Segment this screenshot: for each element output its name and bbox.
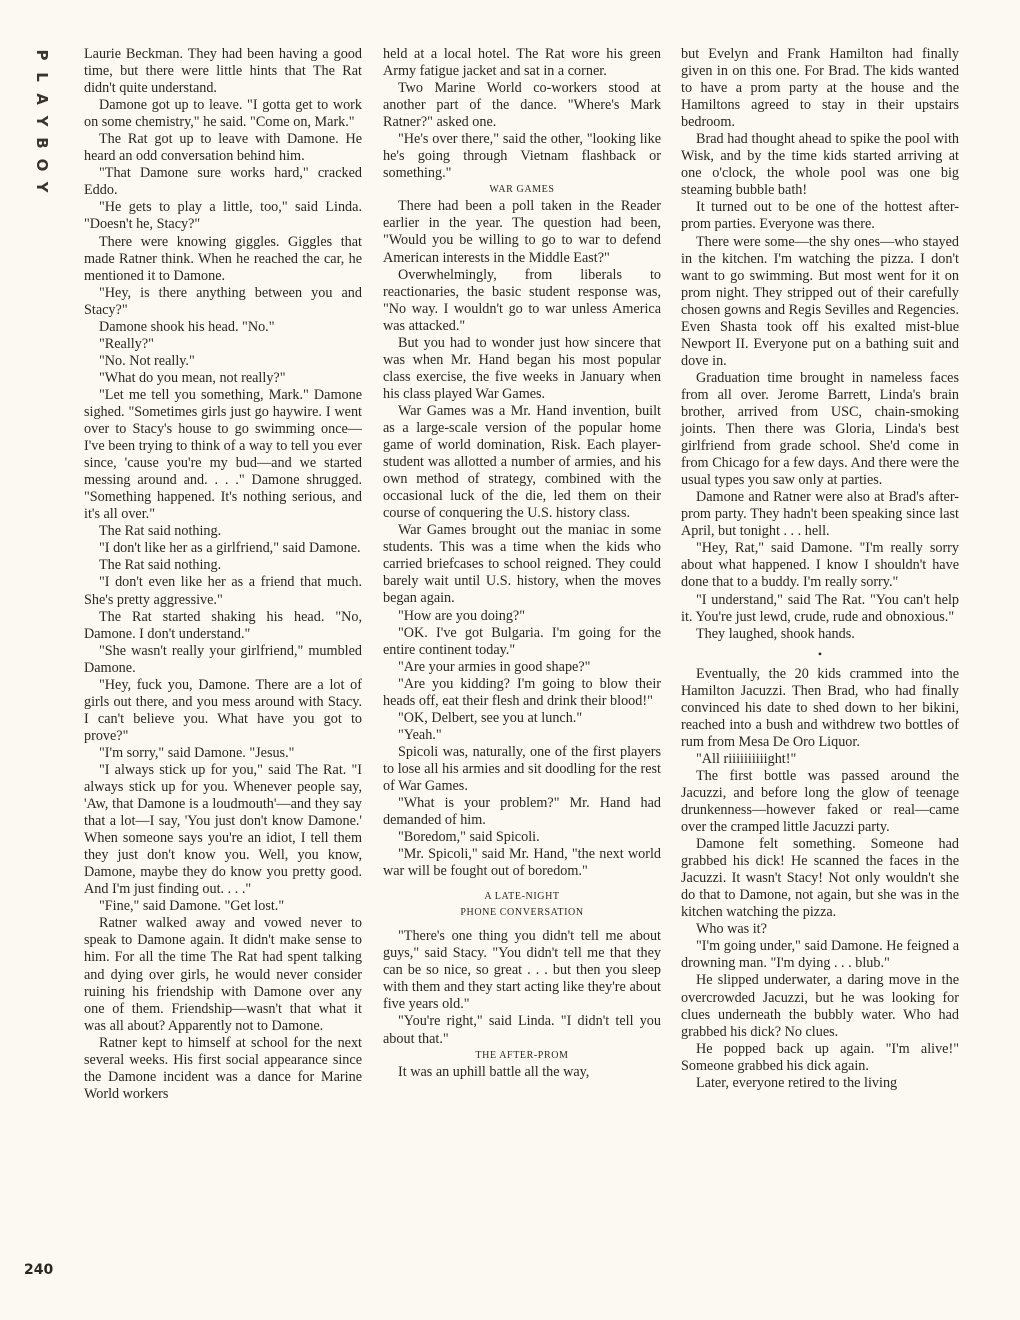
paragraph: "Let me tell you something, Mark." Damone sighed. "Sometimes girls just go haywire. I went over to Stacy's house to go swimming once—I've been trying to think of a way to tell you ever since, 'cause you're my bud—and we started messing around and. . . ." Damone shrugged. "Something happened. It's nothing serious, and it's all over." [84, 386, 362, 523]
paragraph: The Rat got up to leave with Damone. He heard an odd conversation behind him. [84, 131, 362, 165]
paragraph: "What is your problem?" Mr. Hand had demanded of him. [383, 795, 661, 829]
paragraph: Damone got up to leave. "I gotta get to work on some chemistry," he said. "Come on, Mark." [84, 97, 362, 131]
paragraph: "No. Not really." [99, 352, 195, 369]
paragraph: "All riiiiiiiiiight!" [696, 750, 797, 767]
section-heading-line: A LATE-NIGHT [484, 891, 560, 903]
sidebar-letter: Y [33, 181, 51, 193]
paragraph: Damone and Ratner were also at Brad's after-prom party. They hadn't been speaking since last April, but tonight . . . hell. [681, 489, 959, 540]
paragraph: Laurie Beckman. They had been having a good time, but there were little hints that The Rat didn't quite understand. [84, 46, 362, 97]
paragraph: "What do you mean, not really?" [99, 369, 286, 386]
paragraph: Spicoli was, naturally, one of the first players to lose all his armies and sit doodling for the rest of War Games. [383, 743, 661, 794]
paragraph: Two Marine World co-workers stood at another part of the dance. "Where's Mark Ratner?" asked one. [383, 80, 661, 131]
paragraph: Overwhelmingly, from liberals to reactionaries, the basic student response was, "No way. I wouldn't go to war unless America was attacked." [383, 266, 661, 334]
paragraph: The Rat said nothing. [99, 523, 222, 540]
paragraph: "Are you kidding? I'm going to blow their heads off, eat their flesh and drink their blood!" [383, 675, 661, 709]
paragraph: Damone felt something. Someone had grabbed his dick! He scanned the faces in the Jacuzzi. It wasn't Stacy! Not only wouldn't she do that to Damone, not again, but she was in the kitchen watching the pizza. [681, 836, 959, 921]
paragraph: War Games brought out the maniac in some students. This was a time when the kids who carried briefcases to school reigned. They could barely wait until U.S. history, when the moves began again. [383, 522, 661, 607]
paragraph: They laughed, shook hands. [696, 625, 855, 642]
paragraph: "She wasn't really your girlfriend," mumbled Damone. [84, 642, 362, 676]
section-heading-after-prom: THE AFTER-PROM [475, 1049, 569, 1061]
paragraph: Ratner kept to himself at school for the next several weeks. His first social appearance since the Damone incident was a dance for Marine World workers [84, 1034, 362, 1102]
paragraph: "Really?" [99, 335, 154, 352]
paragraph: There had been a poll taken in the Reader earlier in the year. The question had been, "Would you be willing to go to war to defend American interests in the Middle East?" [383, 198, 661, 266]
text-column-3 [681, 46, 959, 1092]
paragraph: "You're right," said Linda. "I didn't tell you about that." [383, 1013, 661, 1047]
paragraph: War Games was a Mr. Hand invention, built as a large-scale version of the popular home game of world domination, Risk. Each player-student was allotted a number of armies, and his own method of strategy, combined with the occasional luck of the die, led them on their course of conquering the U.S. history class. [383, 402, 661, 522]
paragraph: He popped back up again. "I'm alive!" Someone grabbed his dick again. [681, 1040, 959, 1074]
paragraph: Eventually, the 20 kids crammed into the Hamilton Jacuzzi. Then Brad, who had finally convinced his date to shed down to her bikini, reached into a bush and withdrew two bottles of rum from Mesa De Oro Liquor. [681, 665, 959, 750]
paragraph: "I always stick up for you," said The Rat. "I always stick up for you. Whenever people say, 'Aw, that Damone is a loudmouth'—and they say that a lot—I say, 'You just don't know Damone.' When someone says you're an idiot, I tell them they just don't know you. Well, you know, Damone, maybe they do know you pretty good. And I'm just finding out. . . ." [84, 761, 362, 898]
section-heading-line: PHONE CONVERSATION [460, 907, 584, 919]
paragraph: "He's over there," said the other, "looking like he's going through Vietnam flashback or something." [383, 131, 661, 182]
paragraph: But you had to wonder just how sincere that was when Mr. Hand began his most popular class exercise, the five weeks in January when his class played War Games. [383, 334, 661, 402]
sidebar-letter: Y [33, 115, 51, 127]
text-column-2 [383, 46, 661, 1081]
paragraph: "OK. I've got Bulgaria. I'm going for the entire continent today." [383, 624, 661, 658]
paragraph: "Boredom," said Spicoli. [398, 829, 540, 846]
paragraph: Who was it? [696, 921, 767, 938]
paragraph: "That Damone sure works hard," cracked Eddo. [84, 165, 362, 199]
paragraph: "He gets to play a little, too," said Linda. "Doesn't he, Stacy?" [84, 199, 362, 233]
paragraph: Damone shook his head. "No." [99, 318, 275, 335]
section-separator-bullet: • [817, 646, 823, 661]
magazine-sidebar-title [28, 44, 56, 198]
section-heading-war-games: WAR GAMES [489, 184, 555, 196]
paragraph: Graduation time brought in nameless faces from all over. Jerome Barrett, Linda's brain brother, arrived from USC, chain-smoking joints. Then there was Gloria, Linda's best girlfriend from grade school. She'd come in from Chicago for a few days. And there were the usual types you saw only at parties. [681, 369, 959, 489]
paragraph: "Fine," said Damone. "Get lost." [99, 898, 285, 915]
paragraph: "Mr. Spicoli," said Mr. Hand, "the next world war will be fought out of boredom." [383, 846, 661, 880]
sidebar-letter: O [33, 158, 51, 172]
paragraph: held at a local hotel. The Rat wore his green Army fatigue jacket and sat in a corner. [383, 46, 661, 80]
sidebar-letter: P [33, 49, 51, 61]
paragraph: There were some—the shy ones—who stayed in the kitchen. I'm watching the pizza. I don't want to go swimming. But most went for it on prom night. They stripped out of their carefully chosen gowns and Regis Sevilles and Regencies. Even Shasta took off his exalted mist-blue Newport II. Everyone put on a bathing suit and dove in. [681, 233, 959, 369]
paragraph: The first bottle was passed around the Jacuzzi, and before long the glow of teenage drunkenness—however faked or real—came over the cramped little Jacuzzi party. [681, 767, 959, 836]
paragraph: He slipped underwater, a daring move in the overcrowded Jacuzzi, but he was looking for clues underneath the bubbly water. Who had grabbed his dick? No clues. [681, 972, 959, 1040]
paragraph: "Hey, fuck you, Damone. There are a lot of girls out there, and you mess around with Stacy. I can't believe you. What have you got to prove?" [84, 676, 362, 744]
paragraph: but Evelyn and Frank Hamilton had finally given in on this one. For Brad. The kids wanted to have a prom party at the house and the Hamiltons agreed to stay in their upstairs bedroom. [681, 46, 959, 131]
paragraph: "I'm going under," said Damone. He feigned a drowning man. "I'm dying . . . blub." [681, 938, 959, 972]
paragraph: Later, everyone retired to the living [696, 1074, 898, 1091]
paragraph: "Hey, Rat," said Damone. "I'm really sorry about what happened. I know I shouldn't have done that to a buddy. I'm really sorry." [681, 540, 959, 591]
paragraph: "Yeah." [398, 726, 442, 743]
paragraph: "How are you doing?" [398, 607, 526, 624]
paragraph: The Rat started shaking his head. "No, Damone. I don't understand." [84, 608, 362, 642]
paragraph: "I'm sorry," said Damone. "Jesus." [99, 744, 295, 761]
sidebar-letter: B [33, 137, 51, 149]
sidebar-letter: A [33, 93, 51, 105]
paragraph: "There's one thing you didn't tell me about guys," said Stacy. "You didn't tell me that they can be so nice, so great . . . but then you sleep with them and they start acting like they're about five years old." [383, 928, 661, 1013]
paragraph: Ratner walked away and vowed never to speak to Damone again. It didn't make sense to him. For all the time The Rat had spent talking and dying over girls, he would never consider ruining his friendship with Damone over any one of them. Friendship—wasn't that what it was all about? Apparently not to Damone. [84, 915, 362, 1034]
paragraph: It turned out to be one of the hottest after-prom parties. Everyone was there. [681, 199, 959, 233]
paragraph: There were knowing giggles. Giggles that made Ratner think. When he reached the car, he mentioned it to Damone. [84, 233, 362, 284]
section-heading-late-night-phone [383, 889, 661, 921]
paragraph: Brad had thought ahead to spike the pool with Wisk, and by the time kids started arriving at one o'clock, the whole pool was one big steaming bubble bath! [681, 131, 959, 199]
page-number: 240 [24, 1262, 54, 1278]
paragraph: "I understand," said The Rat. "You can't help it. You're just lewd, crude, rude and obnoxious." [681, 591, 959, 625]
paragraph: It was an uphill battle all the way, [398, 1063, 590, 1080]
paragraph: "OK, Delbert, see you at lunch." [398, 709, 583, 726]
paragraph: "Hey, is there anything between you and Stacy?" [84, 284, 362, 318]
paragraph: "I don't even like her as a friend that much. She's pretty aggressive." [84, 574, 362, 608]
paragraph: The Rat said nothing. [99, 557, 222, 574]
text-column-1 [84, 46, 362, 1103]
paragraph: "Are your armies in good shape?" [398, 658, 591, 675]
sidebar-letter: L [33, 72, 51, 82]
paragraph: "I don't like her as a girlfriend," said Damone. [99, 540, 361, 557]
